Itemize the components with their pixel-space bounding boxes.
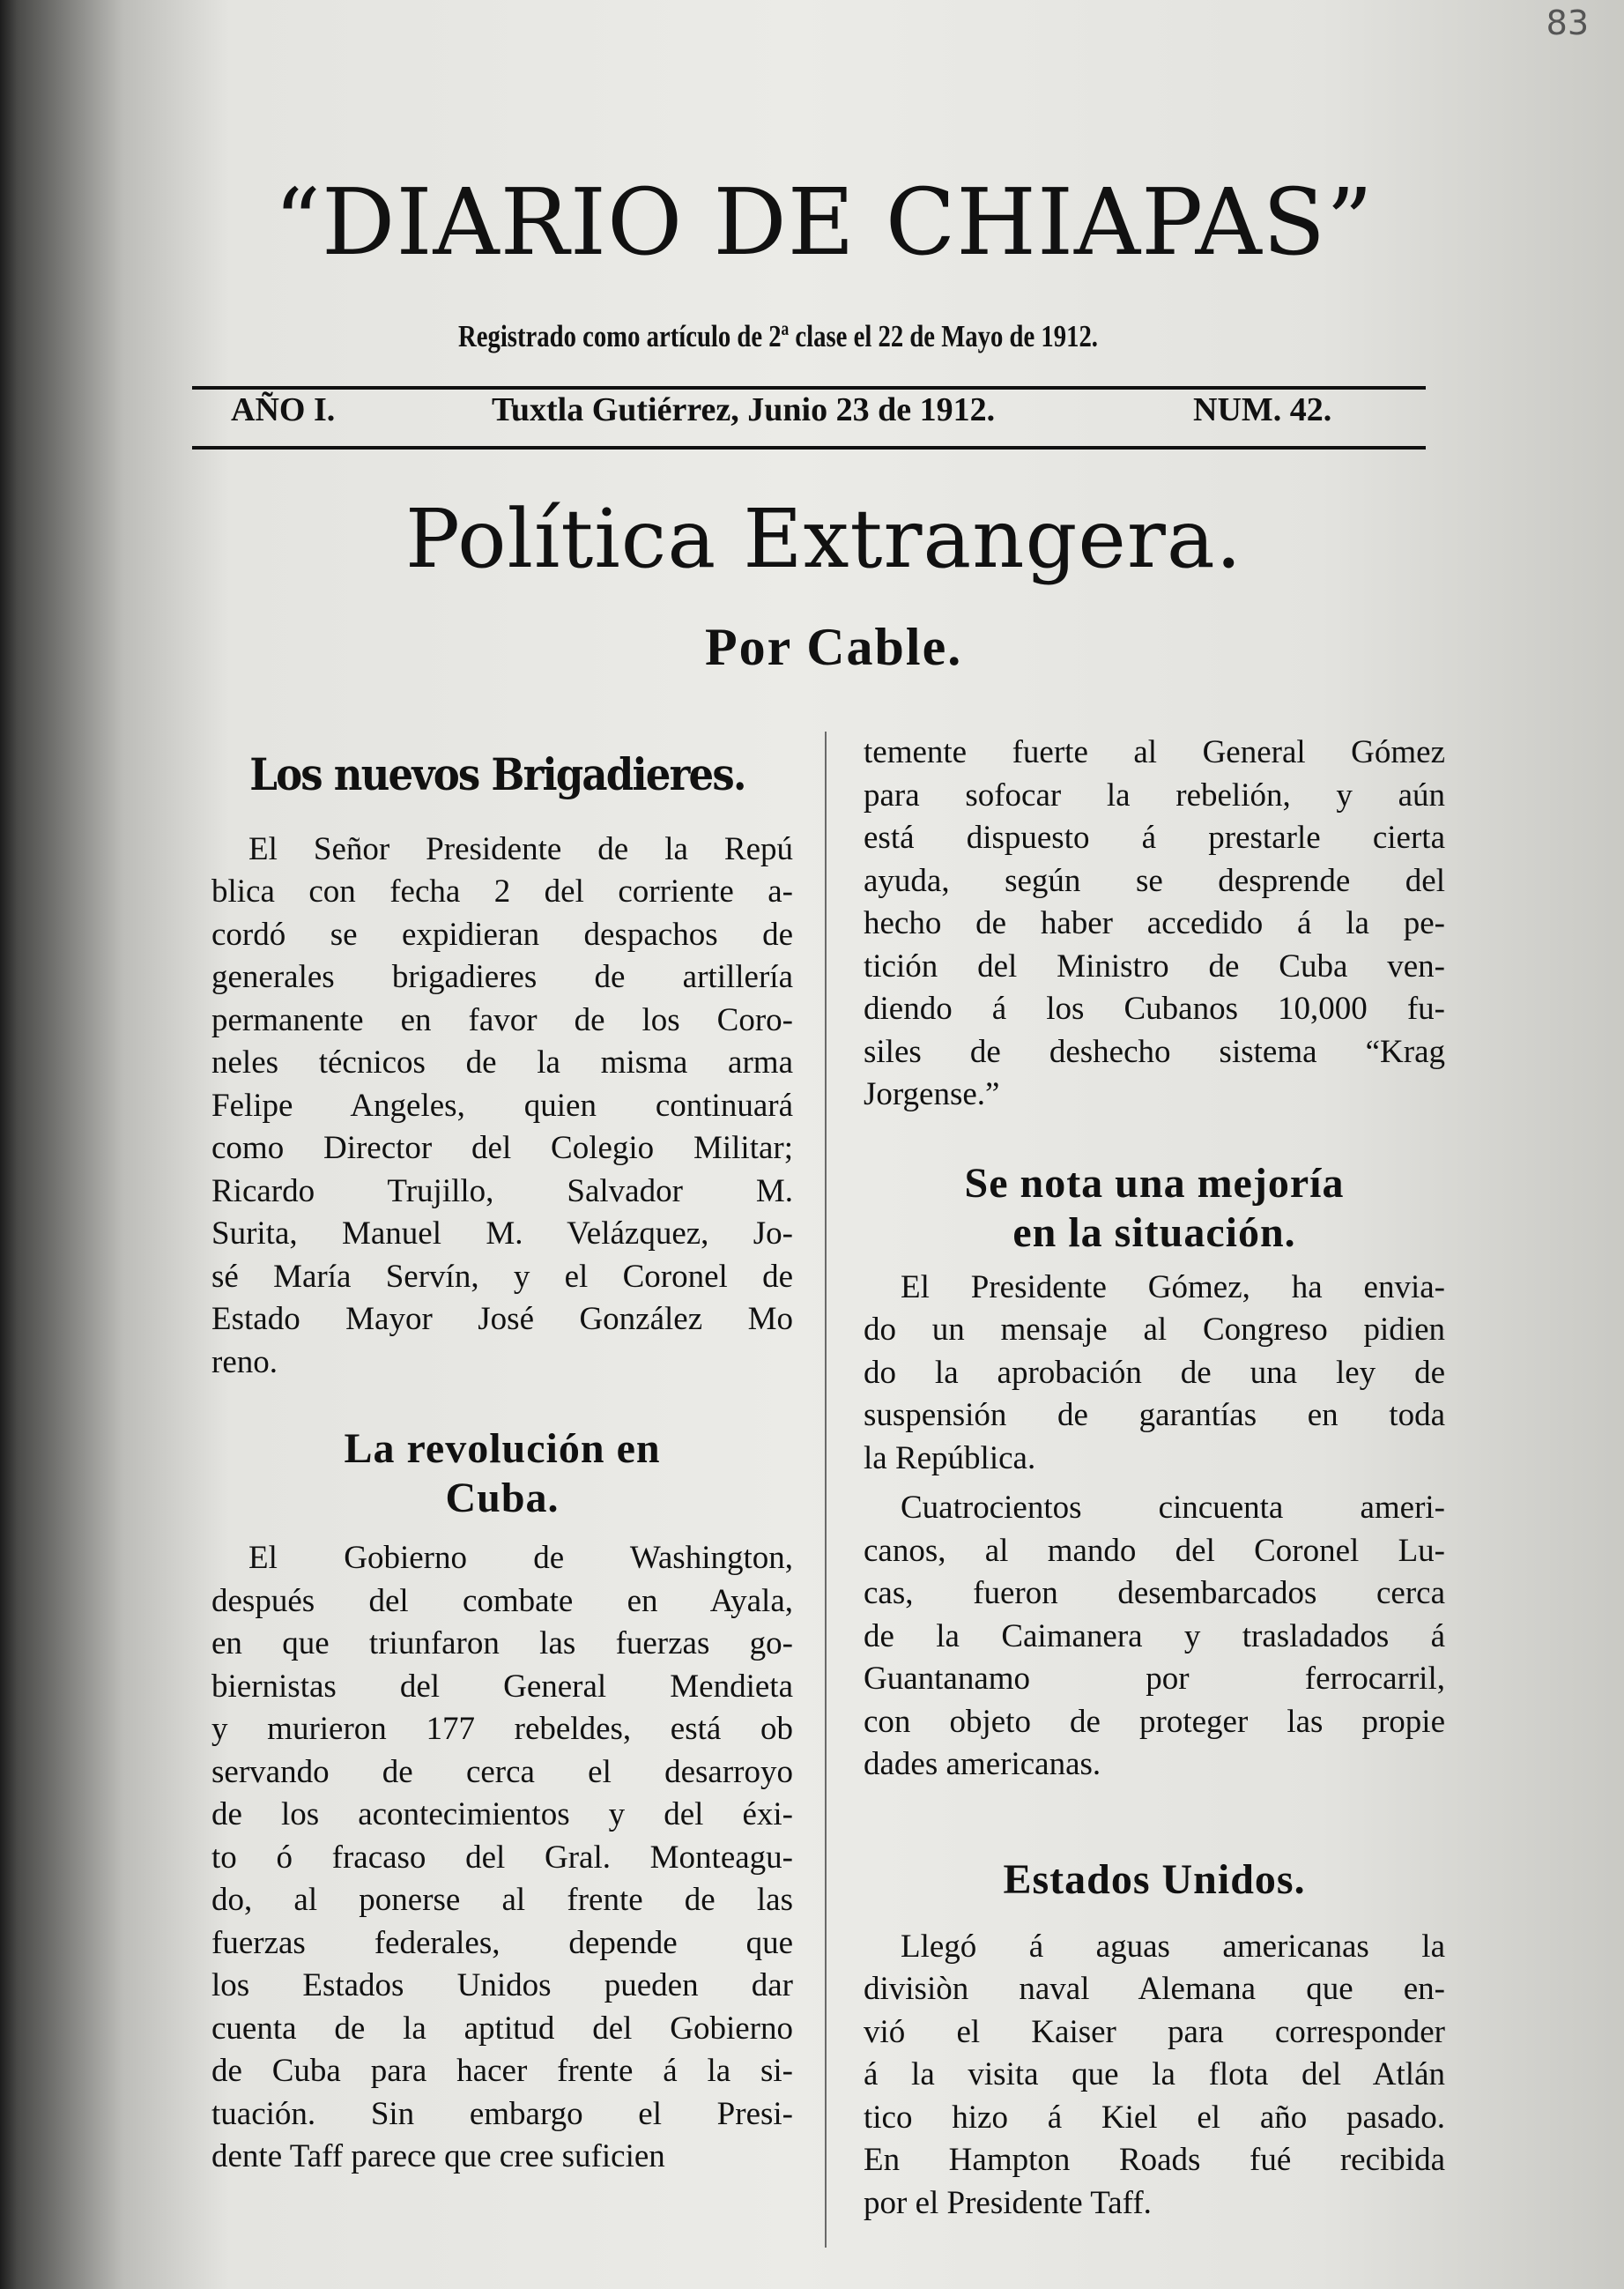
text-line: do un mensaje al Congreso pidien — [864, 1312, 1445, 1348]
place-date: Tuxtla Gutiérrez, Junio 23 de 1912. — [492, 391, 996, 428]
text-line: ayuda, según se desprende del — [864, 862, 1445, 899]
text-line: Llegó á aguas americanas la — [901, 1928, 1445, 1965]
text-line: fuerzas federales, depende que — [211, 1924, 793, 1961]
text-line: Felipe Angeles, quien continuará — [211, 1087, 793, 1124]
article-continuation — [864, 732, 1445, 1117]
text-line: está dispuesto á prestarle cierta — [864, 820, 1445, 856]
text-line: do la aprobación de una ley de — [864, 1354, 1445, 1391]
text-line: á la visita que la flota del Atlán — [864, 2056, 1445, 2092]
text-line: hecho de haber accedido á la pe- — [864, 905, 1445, 941]
text-line: tición del Ministro de Cuba ven- — [864, 948, 1445, 985]
dateline — [192, 390, 1426, 443]
heading-text: Los nuevos Brigadieres. — [248, 748, 745, 800]
article-heading — [864, 1855, 1445, 1905]
text-line: dades americanas. — [864, 1746, 1101, 1782]
right-column — [864, 732, 1445, 2225]
text-line: para sofocar la rebelión, y aún — [864, 777, 1445, 814]
text-line: Estado Mayor José González Mo — [211, 1301, 793, 1337]
text-line: tico hizo á Kiel el año pasado. — [864, 2099, 1445, 2136]
masthead-title: “DIARIO DE CHIAPAS” — [273, 168, 1375, 276]
text-line: cordó se expidieran despachos de — [211, 916, 793, 953]
text-line: con objeto de proteger las propie — [864, 1703, 1445, 1740]
text-line: permanente en favor de los Coro- — [211, 1001, 793, 1038]
text-line: sé María Servín, y el Coronel de — [211, 1258, 793, 1295]
text-line: suspensión de garantías en toda — [864, 1397, 1445, 1433]
article-body-estados-unidos — [864, 1926, 1445, 2226]
text-line: blica con fecha 2 del corriente a- — [211, 873, 793, 910]
text-line: Surita, Manuel M. Velázquez, Jo- — [211, 1215, 793, 1252]
text-line: biernistas del General Mendieta — [211, 1668, 793, 1705]
article-body-mejoria-p1 — [864, 1267, 1445, 1481]
heading-line: Estados Unidos. — [1003, 1855, 1306, 1903]
text-line: Ricardo Trujillo, Salvador M. — [211, 1172, 793, 1209]
text-line: después del combate en Ayala, — [211, 1582, 793, 1619]
text-line: siles de deshecho sistema “Krag — [864, 1033, 1445, 1070]
text-line: diendo á los Cubanos 10,000 fu- — [864, 991, 1445, 1027]
text-line: servando de cerca el desarroyo — [211, 1753, 793, 1790]
text-line: Jorgense.” — [864, 1076, 1000, 1112]
text-line: neles técnicos de la misma arma — [211, 1044, 793, 1081]
year-label: AÑO I. — [231, 391, 336, 428]
top-rule — [192, 386, 1426, 390]
heading-line: en la situación. — [1012, 1208, 1296, 1256]
text-line: divisiòn naval Alemana que en- — [864, 1971, 1445, 2007]
section-title: Política Extrangera. — [405, 492, 1242, 586]
text-line: la República. — [864, 1439, 1036, 1476]
text-line: tuación. Sin embargo el Presi- — [211, 2095, 793, 2132]
text-line: los Estados Unidos pueden dar — [211, 1967, 793, 2003]
registration-notice: Registrado como artículo de 2ª clase el 22 de Mayo de 1912. — [458, 319, 1098, 353]
text-line: como Director del Colegio Militar; — [211, 1130, 793, 1166]
text-line: generales brigadieres de artillería — [211, 959, 793, 995]
text-line: Cuatrocientos cincuenta ameri- — [901, 1490, 1445, 1526]
article-body-revolucion — [211, 1537, 793, 2179]
text-line: Guantanamo por ferrocarril, — [864, 1661, 1445, 1697]
text-line: y murieron 177 rebeldes, está ob — [211, 1711, 793, 1747]
text-line: reno. — [211, 1343, 278, 1380]
text-line: El Presidente Gómez, ha envia- — [901, 1268, 1445, 1305]
article-heading — [211, 1424, 793, 1523]
text-line: de la Caimanera y trasladados á — [864, 1617, 1445, 1654]
heading-line: Se nota una mejoría — [964, 1159, 1345, 1207]
text-line: El Señor Presidente de la Repú — [248, 830, 793, 867]
text-line: to ó fracaso del Gral. Monteagu- — [211, 1839, 793, 1876]
text-line: de los acontecimientos y del éxi- — [211, 1796, 793, 1832]
text-line: en que triunfaron las fuerzas go- — [211, 1625, 793, 1661]
text-line: vió el Kaiser para corresponder — [864, 2013, 1445, 2050]
text-line: dente Taff parece que cree suficien — [211, 2138, 665, 2174]
article-heading — [864, 1159, 1445, 1258]
text-line: cuenta de la aptitud del Gobierno — [211, 2010, 793, 2047]
text-line: do, al ponerse al frente de las — [211, 1882, 793, 1918]
heading-line: La revolución en — [344, 1425, 661, 1472]
text-line: de Cuba para hacer frente á la si- — [211, 2053, 793, 2089]
handwritten-page-number: 83 — [1546, 4, 1589, 42]
bottom-rule — [192, 446, 1426, 450]
issue-number: NUM. 42. — [1193, 391, 1332, 428]
section-subtitle: Por Cable. — [705, 618, 963, 676]
text-line: En Hampton Roads fué recibida — [864, 2142, 1445, 2178]
text-line: temente fuerte al General Gómez — [864, 734, 1445, 770]
column-divider — [825, 732, 827, 2248]
heading-line: Cuba. — [445, 1475, 560, 1521]
text-line: El Gobierno de Washington, — [248, 1540, 793, 1576]
article-heading — [201, 748, 793, 802]
text-line: cas, fueron desembarcados cerca — [864, 1575, 1445, 1611]
article-body-mejoria-p2 — [864, 1487, 1445, 1787]
text-line: canos, al mando del Coronel Lu- — [864, 1532, 1445, 1569]
article-body-brigadieres — [211, 829, 793, 1385]
left-column — [211, 748, 793, 2179]
text-line: por el Presidente Taff. — [864, 2184, 1152, 2221]
